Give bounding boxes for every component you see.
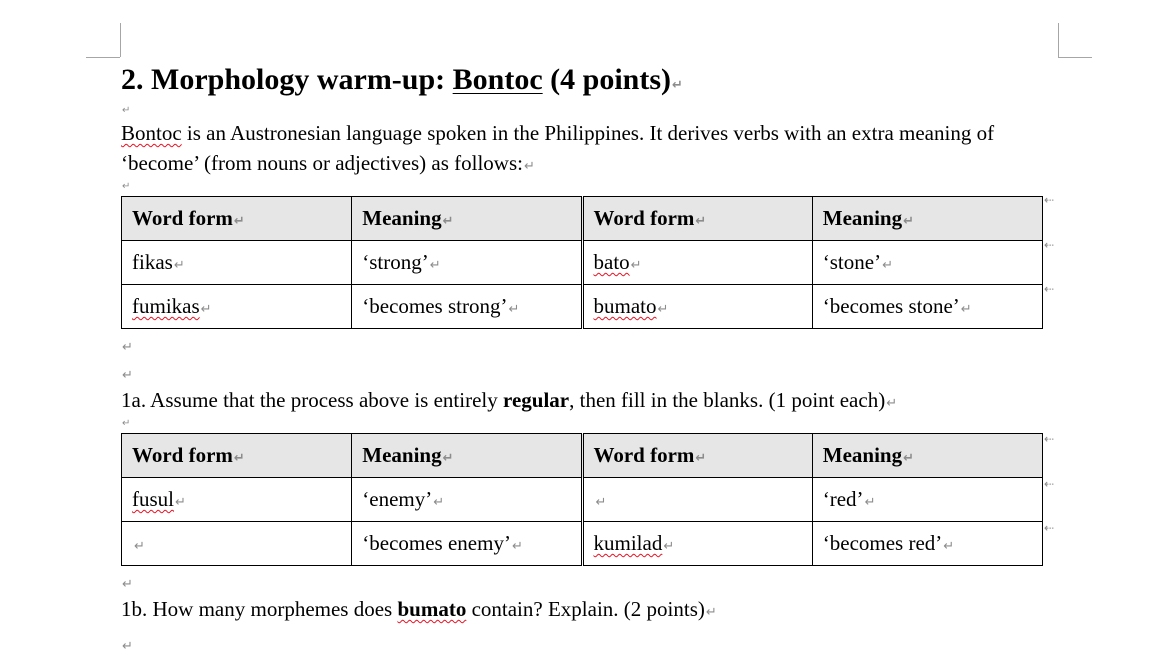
question-1b: 1b. How many morphemes does bumato contain? Explain. (2 points)↵: [121, 597, 717, 621]
table-cell[interactable]: ‘enemy’↵: [352, 478, 582, 522]
crop-mark-top-left-vertical: [120, 23, 121, 57]
table-cell[interactable]: bumato↵: [582, 285, 812, 329]
table-row: [122, 285, 1043, 329]
row-end-mark: ⇠: [1044, 477, 1055, 491]
title-language: Bontoc: [452, 63, 543, 96]
table-header-cell[interactable]: Word form↵: [122, 434, 352, 478]
paragraph-mark: ↵: [672, 78, 683, 93]
table-header-cell[interactable]: Meaning↵: [812, 197, 1042, 241]
table-cell[interactable]: fikas↵: [122, 241, 352, 285]
table-cell[interactable]: ‘stone’↵: [812, 241, 1042, 285]
table-header-row: [122, 434, 1043, 478]
row-end-mark: ⇠: [1044, 282, 1055, 296]
title-suffix: (4 points): [542, 63, 672, 96]
table-header-row: [122, 197, 1043, 241]
crop-mark-top-left-horizontal: [86, 57, 120, 58]
question-1b-bold: bumato: [397, 597, 467, 621]
table-header-cell[interactable]: Word form↵: [582, 197, 812, 241]
document-page[interactable]: [121, 60, 1043, 652]
paragraph-mark: ↵: [886, 396, 898, 411]
question-1a: 1a. Assume that the process above is entirely regular, then fill in the blanks. (1 point each)↵: [121, 388, 898, 412]
section-title: [121, 60, 1043, 106]
table-header-cell[interactable]: Word form↵: [122, 197, 352, 241]
empty-paragraph: [121, 419, 1043, 431]
table-cell[interactable]: fumikas↵: [122, 285, 352, 329]
empty-paragraph: [121, 566, 1043, 594]
intro-language: Bontoc: [121, 121, 182, 145]
table-cell[interactable]: ‘becomes stone’↵: [812, 285, 1042, 329]
question-1a-bold: regular: [503, 388, 570, 412]
paragraph-mark: ↵: [122, 639, 133, 654]
table-cell[interactable]: ‘becomes enemy’↵: [352, 522, 582, 566]
paragraph-mark: ↵: [122, 418, 131, 429]
empty-paragraph: [121, 106, 1043, 118]
title-prefix: 2. Morphology warm-up:: [121, 63, 453, 96]
row-end-mark: ⇠: [1044, 238, 1055, 252]
table-cell[interactable]: ‘strong’↵: [352, 241, 582, 285]
intro-paragraph: [121, 118, 1043, 182]
empty-paragraph: [121, 628, 1043, 652]
table-cell[interactable]: bato↵: [582, 241, 812, 285]
fill-in-table: [121, 433, 1043, 566]
intro-text: is an Austronesian language spoken in the Philippines. It derives verbs with an extra meaning of ‘become’ (from nouns or adjectives) as follows:: [121, 121, 995, 175]
example-table: [121, 196, 1043, 329]
crop-mark-top-right-horizontal: [1058, 57, 1092, 58]
empty-paragraph: [121, 329, 1043, 357]
row-end-mark: ⇠: [1044, 432, 1055, 446]
table-row: [122, 478, 1043, 522]
paragraph-mark: ↵: [122, 105, 131, 116]
paragraph-mark: ↵: [122, 577, 133, 592]
crop-mark-top-right-vertical: [1058, 23, 1059, 57]
empty-paragraph: [121, 182, 1043, 194]
blank-answer-cell[interactable]: ↵: [582, 478, 812, 522]
paragraph-mark: ↵: [122, 181, 131, 192]
table-cell[interactable]: ‘becomes red’↵: [812, 522, 1042, 566]
table-cell[interactable]: ‘becomes strong’↵: [352, 285, 582, 329]
table-cell[interactable]: kumilad↵: [582, 522, 812, 566]
paragraph-mark: ↵: [705, 605, 717, 620]
table-row: [122, 522, 1043, 566]
paragraph-mark: ↵: [523, 159, 535, 174]
table-header-cell[interactable]: Meaning↵: [352, 197, 582, 241]
blank-answer-cell[interactable]: ↵: [122, 522, 352, 566]
table-cell[interactable]: ‘red’↵: [812, 478, 1042, 522]
row-end-mark: ⇠: [1044, 521, 1055, 535]
table-header-cell[interactable]: Meaning↵: [352, 434, 582, 478]
table-cell[interactable]: fusul↵: [122, 478, 352, 522]
paragraph-mark: ↵: [122, 368, 133, 383]
empty-paragraph: [121, 357, 1043, 385]
table-header-cell[interactable]: Meaning↵: [812, 434, 1042, 478]
paragraph-mark: ↵: [122, 340, 133, 355]
row-end-mark: ⇠: [1044, 193, 1055, 207]
table-header-cell[interactable]: Word form↵: [582, 434, 812, 478]
table-row: [122, 241, 1043, 285]
